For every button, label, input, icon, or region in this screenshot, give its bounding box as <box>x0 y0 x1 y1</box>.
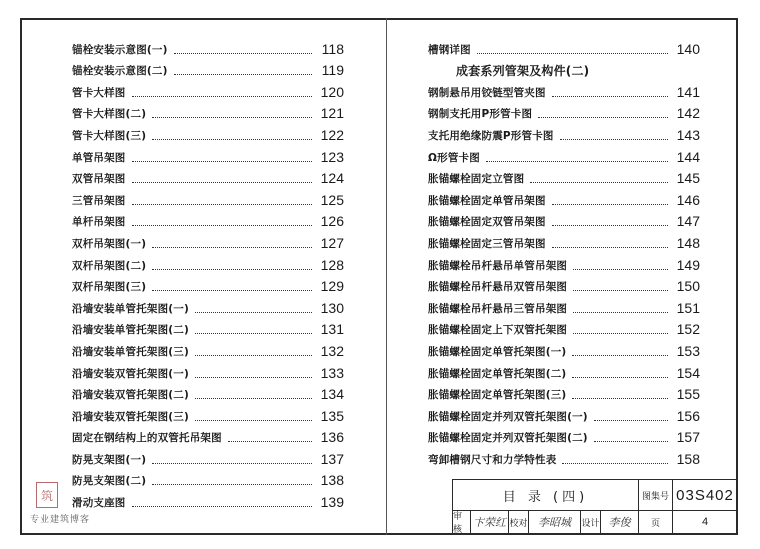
toc-entry-title: 三管吊架图 <box>72 194 126 207</box>
toc-leader-dots <box>152 484 312 485</box>
toc-entry-title: 胀锚螺栓固定三管吊架图 <box>428 237 546 250</box>
toc-entry-title: 胀锚螺栓固定单管托架图(三) <box>428 389 567 402</box>
toc-entry <box>428 401 700 423</box>
toc-entry <box>72 250 344 272</box>
toc-entry <box>428 444 700 466</box>
toc-leader-dots <box>195 377 312 378</box>
toc-entry <box>72 207 344 229</box>
toc-entry-title: 管卡大样图(二) <box>72 108 147 121</box>
design-label: 设计 <box>581 510 601 534</box>
toc-entry-title: 锚栓安装示意图(一) <box>72 43 168 56</box>
toc-entry-title: 防晃支架图(一) <box>72 453 147 466</box>
toc-entry <box>428 315 700 337</box>
toc-entry-title: 胀锚螺栓固定上下双管托架图 <box>428 324 568 337</box>
toc-entry <box>72 401 344 423</box>
toc-page-number: 127 <box>320 234 344 251</box>
toc-page-number: 147 <box>676 213 700 230</box>
title-block-row-top <box>453 480 738 511</box>
toc-entry-title: Ω形管卡图 <box>428 151 480 164</box>
toc-leader-dots <box>195 333 312 334</box>
toc-entry <box>428 120 700 142</box>
toc-page-number: 150 <box>676 278 700 295</box>
toc-page-number: 157 <box>676 429 700 446</box>
toc-entry <box>428 164 700 186</box>
toc-page-number: 151 <box>676 299 700 316</box>
toc-leader-dots <box>152 463 312 464</box>
toc-entry <box>428 250 700 272</box>
toc-page-number: 132 <box>320 342 344 359</box>
toc-entry-title: 沿墙安装双管托架图(三) <box>72 410 189 423</box>
toc-entry <box>428 380 700 402</box>
toc-leader-dots <box>152 247 312 248</box>
toc-leader-dots <box>195 312 312 313</box>
toc-page-number: 133 <box>320 364 344 381</box>
toc-entry <box>72 120 344 142</box>
toc-leader-dots <box>152 269 312 270</box>
toc-entry-title: 双杆吊架图(二) <box>72 259 147 272</box>
toc-page-number: 146 <box>676 191 700 208</box>
toc-page-number: 120 <box>320 83 344 100</box>
toc-page-number: 155 <box>676 386 700 403</box>
toc-entry-title: 胀锚螺栓固定单管托架图(二) <box>428 367 567 380</box>
toc-leader-dots <box>552 96 668 97</box>
toc-page-number: 139 <box>320 494 344 511</box>
toc-entry-title: 成套系列管架及构件(二) <box>456 64 590 79</box>
toc-page-number: 156 <box>676 407 700 424</box>
toc-leader-dots <box>594 441 668 442</box>
toc-page-number: 158 <box>676 450 700 467</box>
toc-entry <box>72 293 344 315</box>
toc-entry-title: 弯卸槽钢尺寸和力学特性表 <box>428 453 557 466</box>
toc-entry-title: 胀锚螺栓吊杆悬吊三管吊架图 <box>428 302 568 315</box>
toc-entry <box>72 77 344 99</box>
toc-page-number: 121 <box>320 105 344 122</box>
toc-page-number: 124 <box>320 170 344 187</box>
title-block-title: 目 录 (四) <box>453 480 639 510</box>
toc-page-number: 135 <box>320 407 344 424</box>
toc-entry <box>72 487 344 509</box>
toc-page-number: 138 <box>320 472 344 489</box>
toc-leader-dots <box>152 117 312 118</box>
toc-entry-title: 沿墙安装双管托架图(二) <box>72 389 189 402</box>
toc-entry-title: 双杆吊架图(三) <box>72 281 147 294</box>
toc-page-number: 152 <box>676 321 700 338</box>
toc-entry-title: 沿墙安装单管托架图(三) <box>72 345 189 358</box>
page-number: 4 <box>701 516 709 528</box>
toc-entry <box>428 99 700 121</box>
toc-entry-title: 单杆吊架图 <box>72 216 126 229</box>
toc-leader-dots <box>562 463 668 464</box>
toc-section-heading <box>428 56 700 78</box>
toc-entry <box>72 164 344 186</box>
toc-entry <box>72 423 344 445</box>
toc-page-number: 149 <box>676 256 700 273</box>
toc-entry-title: 胀锚螺栓吊杆悬吊单管吊架图 <box>428 259 568 272</box>
toc-entry-title: 胀锚螺栓固定立管图 <box>428 173 525 186</box>
toc-leader-dots <box>132 96 313 97</box>
toc-entry <box>72 56 344 78</box>
toc-leader-dots <box>560 139 668 140</box>
seal-stamp: 筑 <box>36 482 58 508</box>
toc-entry <box>72 185 344 207</box>
toc-leader-dots <box>132 161 313 162</box>
toc-leader-dots <box>174 74 312 75</box>
review-label: 审核 <box>453 510 471 534</box>
toc-leader-dots <box>195 398 312 399</box>
toc-entry-title: 支托用绝缘防震P形管卡图 <box>428 129 554 142</box>
toc-entry <box>72 444 344 466</box>
toc-leader-dots <box>152 139 312 140</box>
toc-page-number: 153 <box>676 342 700 359</box>
toc-entry <box>72 228 344 250</box>
toc-entry <box>428 185 700 207</box>
toc-entry-title: 锚栓安装示意图(二) <box>72 65 168 78</box>
toc-leader-dots <box>132 506 313 507</box>
toc-entry-title: 胀锚螺栓固定并列双管托架图(一) <box>428 410 588 423</box>
toc-leader-dots <box>538 117 668 118</box>
toc-entry <box>428 207 700 229</box>
toc-page-number: 129 <box>320 278 344 295</box>
toc-page-number: 143 <box>676 126 700 143</box>
toc-entry-title: 固定在钢结构上的双管托吊架图 <box>72 432 222 445</box>
toc-leader-dots <box>174 53 312 54</box>
title-block <box>452 479 738 535</box>
toc-leader-dots <box>195 355 312 356</box>
toc-page-number: 126 <box>320 213 344 230</box>
toc-entry-title: 胀锚螺栓固定单管托架图(一) <box>428 345 567 358</box>
toc-entry-title: 管卡大样图 <box>72 86 126 99</box>
toc-leader-dots <box>228 441 312 442</box>
toc-leader-dots <box>486 161 668 162</box>
page-label: 页 <box>639 510 673 534</box>
atlas-label: 图集号 <box>639 480 673 510</box>
toc-entry-title: 防晃支架图(二) <box>72 475 147 488</box>
toc-entry-title: 胀锚螺栓吊杆悬吊双管吊架图 <box>428 281 568 294</box>
toc-page-number: 128 <box>320 256 344 273</box>
toc-entry <box>428 142 700 164</box>
toc-entry <box>428 228 700 250</box>
toc-page-number: 136 <box>320 429 344 446</box>
toc-page-number: 137 <box>320 450 344 467</box>
toc-page-number: 134 <box>320 386 344 403</box>
toc-entry <box>428 77 700 99</box>
toc-entry-title: 沿墙安装单管托架图(二) <box>72 324 189 337</box>
toc-leader-dots <box>572 355 668 356</box>
toc-page-number: 119 <box>321 62 344 79</box>
toc-entry <box>72 358 344 380</box>
toc-leader-dots <box>530 182 668 183</box>
watermark-text: 专业建筑博客 <box>30 515 91 525</box>
toc-entry-title: 双管吊架图 <box>72 173 126 186</box>
title-block-row-bottom <box>453 510 738 534</box>
toc-leader-dots <box>552 225 668 226</box>
toc-entry-title: 沿墙安装双管托架图(一) <box>72 367 189 380</box>
toc-leader-dots <box>477 53 668 54</box>
toc-leader-dots <box>572 398 668 399</box>
toc-right-column <box>428 34 700 466</box>
toc-entry <box>428 358 700 380</box>
toc-page-number: 141 <box>676 83 700 100</box>
toc-entry <box>72 380 344 402</box>
toc-entry <box>428 34 700 56</box>
toc-leader-dots <box>572 377 668 378</box>
toc-entry-title: 管卡大样图(三) <box>72 129 147 142</box>
toc-page-number: 148 <box>676 234 700 251</box>
toc-page-number: 123 <box>320 148 344 165</box>
design-signature: 李俊 <box>601 510 639 534</box>
toc-entry-title: 单管吊架图 <box>72 151 126 164</box>
toc-entry <box>72 272 344 294</box>
toc-page-number: 144 <box>676 148 700 165</box>
toc-entry <box>428 336 700 358</box>
toc-entry <box>72 336 344 358</box>
toc-leader-dots <box>132 204 313 205</box>
toc-entry-title: 钢制支托用P形管卡图 <box>428 108 533 121</box>
toc-entry <box>72 99 344 121</box>
toc-leader-dots <box>552 204 668 205</box>
toc-page-number: 131 <box>320 321 344 338</box>
toc-entry-title: 槽钢详图 <box>428 43 471 56</box>
toc-leader-dots <box>132 182 313 183</box>
toc-entry-title: 胀锚螺栓固定并列双管托架图(二) <box>428 432 588 445</box>
toc-page-number: 145 <box>676 170 700 187</box>
atlas-code: 03S402 <box>676 486 734 504</box>
toc-entry <box>72 34 344 56</box>
toc-leader-dots <box>594 420 668 421</box>
toc-entry-title: 钢制悬吊用铰链型管夹图 <box>428 86 546 99</box>
toc-page-number: 122 <box>320 126 344 143</box>
toc-leader-dots <box>573 269 668 270</box>
toc-entry-title: 滑动支座图 <box>72 497 126 510</box>
review-signature: 卞荣红 <box>471 510 509 534</box>
toc-leader-dots <box>195 420 312 421</box>
toc-entry <box>72 315 344 337</box>
toc-leader-dots <box>573 333 668 334</box>
toc-leader-dots <box>552 247 668 248</box>
toc-leader-dots <box>573 312 668 313</box>
column-divider <box>386 18 387 535</box>
toc-page-number: 140 <box>676 40 700 57</box>
toc-leader-dots <box>573 290 668 291</box>
toc-entry <box>428 423 700 445</box>
toc-page-number: 130 <box>320 299 344 316</box>
toc-left-column <box>72 34 344 509</box>
check-signature: 李昭城 <box>529 510 581 534</box>
toc-entry <box>72 142 344 164</box>
toc-entry-title: 胀锚螺栓固定单管吊架图 <box>428 194 546 207</box>
toc-entry <box>428 293 700 315</box>
toc-entry-title: 沿墙安装单管托架图(一) <box>72 302 189 315</box>
toc-entry-title: 双杆吊架图(一) <box>72 237 147 250</box>
toc-entry <box>72 466 344 488</box>
toc-leader-dots <box>152 290 312 291</box>
check-label: 校对 <box>509 510 529 534</box>
toc-page-number: 154 <box>676 364 700 381</box>
toc-entry-title: 胀锚螺栓固定双管吊架图 <box>428 216 546 229</box>
toc-page-number: 118 <box>321 40 344 57</box>
toc-page-number: 142 <box>676 105 700 122</box>
toc-page-number: 125 <box>320 191 344 208</box>
toc-leader-dots <box>132 225 313 226</box>
toc-entry <box>428 272 700 294</box>
